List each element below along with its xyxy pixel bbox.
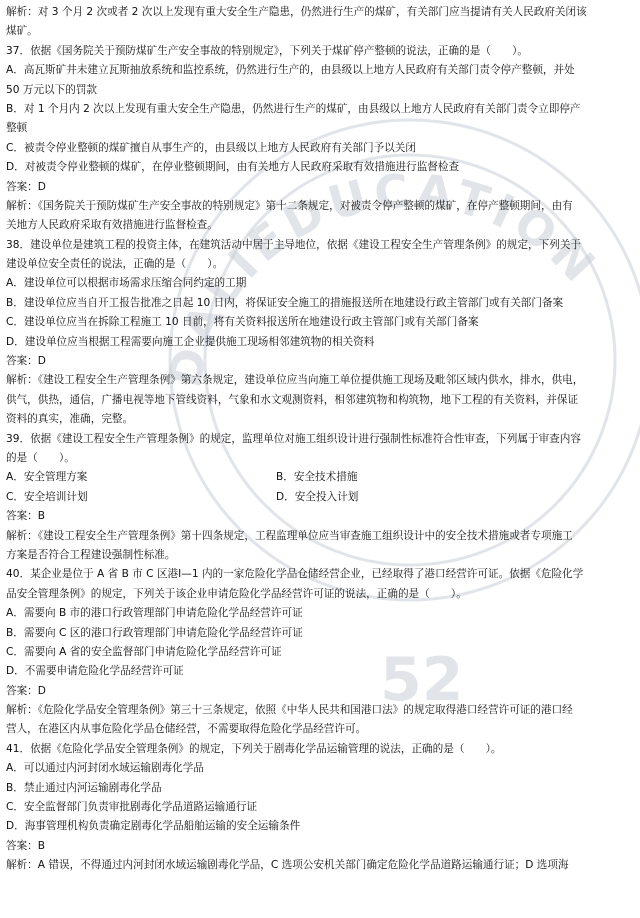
option-38-a: A．建设单位可以根据市场需求压缩合同约定的工期	[6, 277, 247, 290]
question-40: 40．某企业是位于 A 省 B 市 C 区港Ⅰ—1 内的一家危险化学品仓储经营企业，已经取得了港口经营许可证。依据《危险化学	[6, 568, 584, 581]
answer-38: 答案：D	[6, 355, 46, 368]
answer-37: 答案：D	[6, 180, 46, 193]
option-41-d: D．海事管理机构负责确定剧毒化学品船舶运输的安全运输条件	[6, 820, 301, 833]
text-block-top	[6, 3, 634, 468]
analysis-39-cont: 方案是否符合工程建设强制性标准。	[6, 548, 176, 561]
options-39	[6, 468, 634, 507]
watermark-number: 52	[380, 645, 464, 715]
option-37-a: A．高瓦斯矿井未建立瓦斯抽放系统和监控系统，仍然进行生产的，由县级以上地方人民政府有关部门责令停产整顿，并处	[6, 64, 575, 77]
options-39-row-1	[6, 468, 634, 487]
question-41: 41．依据《危险化学品安全管理条例》的规定，下列关于剧毒化学品运输管理的说法，正确的是（ ）。	[6, 742, 502, 755]
exam-text	[6, 3, 634, 876]
option-39-c: C．安全培训计划	[6, 490, 88, 503]
analysis-40: 解析：《危险化学品安全管理条例》第三十三条规定，依照《中华人民共和国港口法》的规定取得港口经营许可证的港口经	[6, 704, 573, 717]
option-40-a: A．需要向 B 市的港口行政管理部门申请危险化学品经营许可证	[6, 607, 303, 620]
analysis-39: 解析：《建设工程安全生产管理条例》第十四条规定，工程监理单位应当审查施工组织设计中的安全技术措施或者专项施工	[6, 529, 573, 542]
option-39-b: B．安全技术措施	[276, 471, 358, 484]
option-40-c: C．需要向 A 省的安全监督部门申请危险化学品经营许可证	[6, 645, 282, 658]
analysis-41: 解析：A 错误，不得通过内河封闭水域运输剧毒化学品，C 选项公安机关部门确定危险化学品道路运输通行证；D 选项海	[6, 859, 569, 872]
text-line: 煤矿。	[6, 25, 38, 38]
watermark-text: DALIEDUCATION	[157, 163, 610, 393]
option-41-a: A．可以通过内河封闭水域运输剧毒化学品	[6, 762, 204, 775]
options-39-row-2	[6, 488, 634, 507]
text-block-bottom	[6, 507, 634, 875]
option-40-b: B．需要向 C 区的港口行政管理部门申请危险化学品经营许可证	[6, 626, 303, 639]
question-39-cont: 的是（ ）。	[6, 451, 75, 464]
option-37-a-cont: 50 万元以下的罚款	[6, 83, 98, 96]
option-40-d: D．不需要申请危险化学品经营许可证	[6, 665, 184, 678]
analysis-38-cont: 供气，供热，通信，广播电视等地下管线资料，气象和水文观测资料，相邻建筑物和构筑物，地下工程的有关资料，并保证	[6, 393, 579, 406]
analysis-40-cont: 营人，在港区内从事危险化学品仓储经营，不需要取得危险化学品经营许可。	[6, 723, 367, 736]
option-37-d: D．对被责令停业整顿的煤矿，在停业整顿期间，由有关地方人民政府采取有效措施进行监督检查	[6, 161, 460, 174]
option-37-c: C．被责令停业整顿的煤矿擅自从事生产的，由县级以上地方人民政府有关部门予以关闭	[6, 141, 416, 154]
analysis-37: 解析：《国务院关于预防煤矿生产安全事故的特别规定》第十二条规定，对被责令停产整顿的煤矿，在停产整顿期间，由有	[6, 199, 573, 212]
option-39-a: A．安全管理方案	[6, 471, 88, 484]
question-38: 38．建设单位是建筑工程的投资主体，在建筑活动中居于主导地位，依据《建设工程安全生产管理条例》的规定，下列关于	[6, 238, 581, 251]
option-41-c: C．安全监督部门负责审批剧毒化学品道路运输通行证	[6, 801, 258, 814]
option-37-b: B．对 1 个月内 2 次以上发现有重大安全生产隐患，仍然进行生产的煤矿，由县级以上地方人民政府有关部门责令立即停产	[6, 102, 581, 115]
analysis-38: 解析：《建设工程安全生产管理条例》第六条规定，建设单位应当向施工单位提供施工现场及毗邻区域内供水，排水，供电，	[6, 374, 584, 387]
analysis-38-cont: 资料的真实，准确，完整。	[6, 413, 134, 426]
text-line: 解析：对 3 个月 2 次或者 2 次以上发现有重大安全生产隐患，仍然进行生产的煤矿，有关部门应当提请有关人民政府关闭该	[6, 6, 587, 18]
analysis-37-cont: 关地方人民政府采取有效措施进行监督检查。	[6, 219, 218, 232]
question-37: 37．依据《国务院关于预防煤矿生产安全事故的特别规定》，下列关于煤矿停产整顿的说法，正确的是（ ）。	[6, 44, 528, 57]
option-37-b-cont: 整顿	[6, 122, 28, 135]
answer-41: 答案：B	[6, 839, 46, 852]
option-38-b: B．建设单位应当自开工报告批准之日起 10 日内，将保证安全施工的措施报送所在地建设行政主管部门或有关部门备案	[6, 296, 564, 309]
question-40-cont: 品安全管理条例》的规定，下列关于该企业申请危险化学品经营许可证的说法，正确的是（ ）。	[6, 587, 467, 600]
option-39-d: D．安全投入计划	[276, 490, 359, 503]
answer-40: 答案：D	[6, 684, 46, 697]
question-38-cont: 建设单位安全责任的说法，正确的是（ ）。	[6, 258, 224, 271]
question-39: 39．依据《建设工程安全生产管理条例》的规定，监理单位对施工组织设计进行强制性标准符合性审查，下列属于审查内容	[6, 432, 581, 445]
option-38-d: D．建设单位应当根据工程需要向施工企业提供施工现场相邻建筑物的相关资料	[6, 335, 375, 348]
option-38-c: C．建设单位应当在拆除工程施工 10 日前，将有关资料报送所在地建设行政主管部门或有关部门备案	[6, 316, 479, 329]
option-41-b: B．禁止通过内河运输剧毒化学品	[6, 781, 162, 794]
answer-39: 答案：B	[6, 510, 46, 523]
